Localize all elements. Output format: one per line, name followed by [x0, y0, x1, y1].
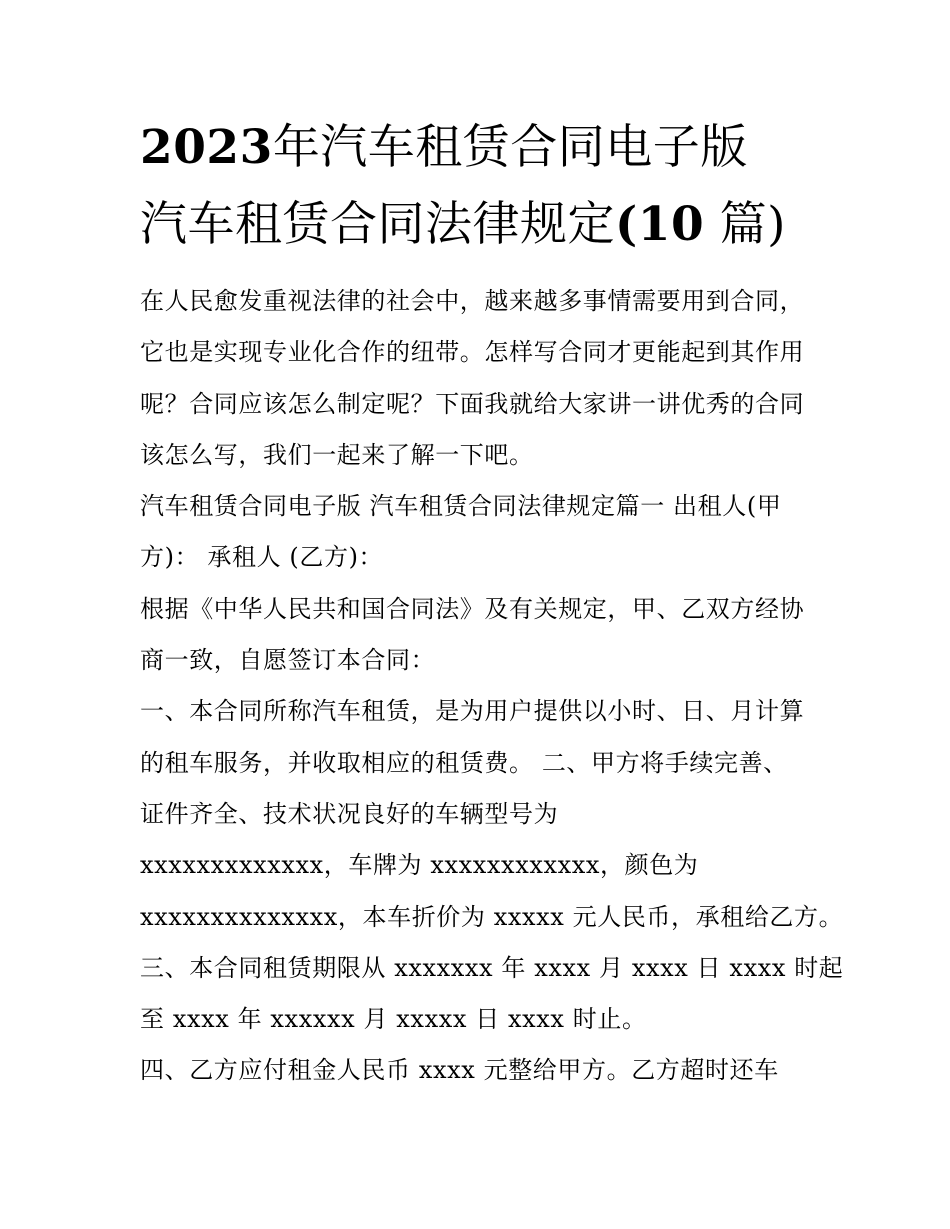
body-line: 商一致，自愿签订本合同：	[140, 646, 436, 675]
body-line: 三、本合同租赁期限从 xxxxxxx 年 xxxx 月 xxxx 日 xxxx 时起	[140, 953, 844, 982]
body-line: 一、本合同所称汽车租赁，是为用户提供以小时、日、月计算	[140, 697, 805, 726]
body-line: 证件齐全、技术状况良好的车辆型号为	[140, 799, 559, 828]
body-line: 方)： 承租人 (乙方)：	[140, 543, 384, 572]
body-line: xxxxxxxxxxxxxx，本车折价为 xxxxx 元人民币，承租给乙方。	[140, 902, 844, 931]
document-title-line-2	[140, 197, 840, 253]
body-line: 至 xxxx 年 xxxxxx 月 xxxxx 日 xxxx 时止。	[140, 1005, 647, 1034]
title-line-2-text: 汽车租赁合同法律规定	[140, 197, 615, 252]
body-line: 根据《中华人民共和国合同法》及有关规定，甲、乙双方经协	[140, 594, 805, 623]
document-body	[140, 276, 844, 1097]
title-line-1-text: 年汽车租赁合同电子版	[272, 120, 748, 175]
document-title-line-1	[140, 120, 840, 176]
body-line: 汽车租赁合同电子版 汽车租赁合同法律规定篇一 出租人(甲	[140, 492, 782, 521]
body-line: 它也是实现专业化合作的纽带。怎样写合同才更能起到其作用	[140, 338, 805, 367]
title-year: 2023	[140, 120, 273, 175]
body-line: 呢？合同应该怎么制定呢？下面我就给大家讲一讲优秀的合同	[140, 389, 805, 418]
body-line: 的租车服务，并收取相应的租赁费。 二、甲方将手续完善、	[140, 748, 788, 777]
title-count: (10	[615, 197, 705, 252]
body-line: xxxxxxxxxxxxx，车牌为 xxxxxxxxxxxx，颜色为	[140, 851, 699, 880]
body-line: 该怎么写，我们一起来了解一下吧。	[140, 440, 534, 469]
body-line: 在人民愈发重视法律的社会中，越来越多事情需要用到合同，	[140, 287, 805, 315]
title-line-2-suffix: 篇)	[719, 197, 786, 252]
body-line: 四、乙方应付租金人民币 xxxx 元整给甲方。乙方超时还车	[140, 1056, 779, 1085]
